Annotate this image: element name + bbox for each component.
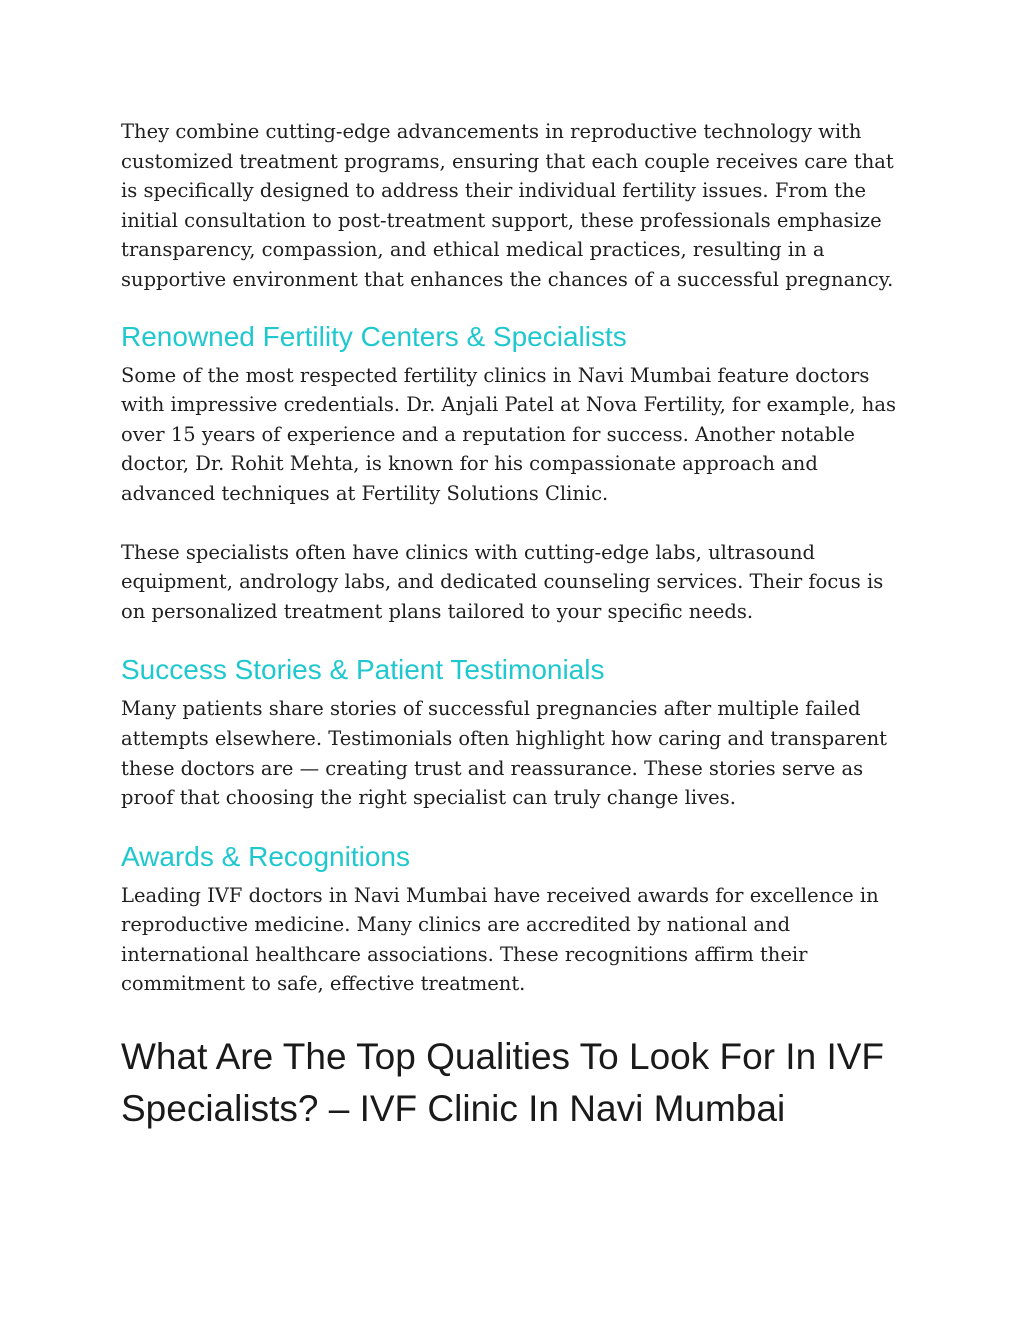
success-heading: Success Stories & Patient Testimonials [121,654,605,686]
centers-heading: Renowned Fertility Centers & Specialists [121,320,627,352]
success-paragraph: Many patients share stories of successful pregnancies after multiple failed attempts elsewhere. Testimonials often highlight how caring and transparent these doctors are — creating trust and reassurance. These stories serve as proof that choosing the right specialist can truly change lives. [121,697,888,810]
document-page [121,117,911,1135]
main-heading: What Are The Top Qualities To Look For In IVF Specialists? – IVF Clinic In Navi Mumbai [121,1036,884,1130]
awards-heading: Awards & Recognitions [121,840,410,872]
awards-paragraph: Leading IVF doctors in Navi Mumbai have received awards for excellence in reproductive medicine. Many clinics are accredited by national and international healthcare associations. These recognitions affirm their commitment to safe, effective treatment. [121,883,879,996]
centers-paragraph-2: These specialists often have clinics with cutting-edge labs, ultrasound equipment, andrology labs, and dedicated counseling services. Their focus is on personalized treatment plans tailored to your specific needs. [121,540,884,623]
centers-paragraph-1: Some of the most respected fertility clinics in Navi Mumbai feature doctors with impressive credentials. Dr. Anjali Patel at Nova Fertility, for example, has over 15 years of experience and a reputation for success. Another notable doctor, Dr. Rohit Mehta, is known for his compassionate approach and advanced techniques at Fertility Solutions Clinic. [121,363,896,505]
intro-paragraph: They combine cutting-edge advancements in reproductive technology with customized treatment programs, ensuring that each couple receives care that is specifically designed to address their individual fertility issues. From the initial consultation to post-treatment support, these professionals emphasize transparency, compassion, and ethical medical practices, resulting in a supportive environment that enhances the chances of a successful pregnancy. [121,120,894,291]
